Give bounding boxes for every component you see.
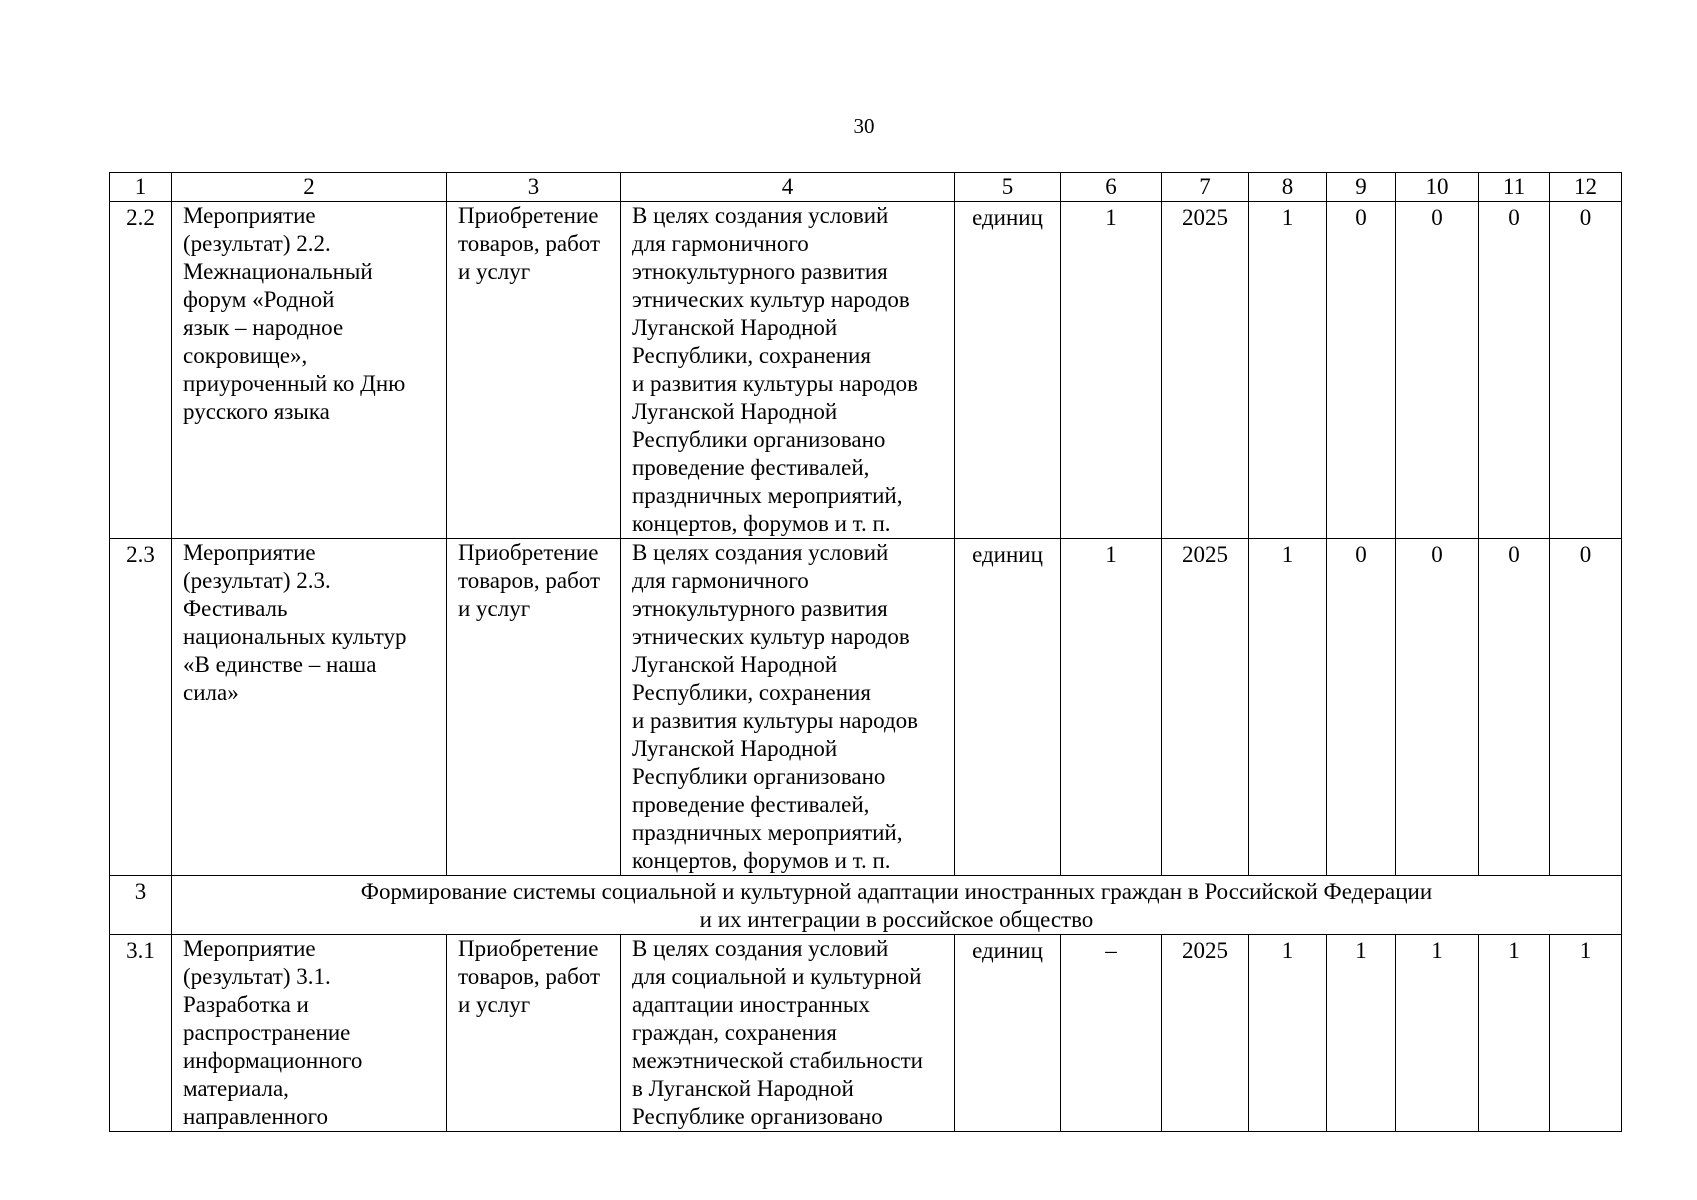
column-number: 6	[1061, 173, 1162, 202]
unit-cell: единиц	[955, 202, 1061, 539]
activity-type	[447, 935, 621, 1132]
section-row	[110, 876, 1622, 935]
value-cell: 0	[1327, 539, 1396, 876]
value-cell: 0	[1327, 202, 1396, 539]
text-line: межэтнической стабильности	[632, 1048, 923, 1073]
value-cell: 1	[1550, 935, 1622, 1132]
text-line: концертов, форумов и т. п.	[632, 848, 891, 873]
table-row	[110, 935, 1622, 1132]
text-line: Приобретение	[458, 540, 599, 565]
text-line: Луганской Народной	[632, 736, 838, 761]
text-line: проведение фестивалей,	[632, 792, 870, 817]
value-cell: 0	[1396, 539, 1479, 876]
activity-description	[621, 935, 955, 1132]
text-line: этнических культур народов	[632, 624, 910, 649]
text-line: проведение фестивалей,	[632, 455, 870, 480]
text-line: (результат) 2.2.	[183, 231, 331, 256]
text-line: и услуг	[458, 596, 531, 621]
text-line: этнокультурного развития	[632, 596, 888, 621]
text-line: для социальной и культурной	[632, 964, 922, 989]
text-line: язык – народное	[183, 315, 344, 340]
text-line: Разработка и	[183, 992, 309, 1017]
text-line: Приобретение	[458, 936, 599, 961]
text-line: В целях создания условий	[632, 203, 889, 228]
activity-name	[172, 935, 447, 1132]
text-line: русского языка	[183, 399, 330, 424]
page-number: 30	[853, 114, 875, 138]
text-line: концертов, форумов и т. п.	[632, 511, 891, 536]
text-line: Мероприятие	[183, 936, 316, 961]
text-line: и услуг	[458, 259, 531, 284]
unit-cell: единиц	[955, 539, 1061, 876]
section-number: 3	[110, 876, 172, 935]
text-line: Мероприятие	[183, 203, 316, 228]
text-line: В целях создания условий	[632, 540, 889, 565]
text-line: Мероприятие	[183, 540, 316, 565]
value-cell: 0	[1479, 202, 1550, 539]
section-title	[172, 876, 1622, 935]
value-cell: 1	[1396, 935, 1479, 1132]
text-line: Луганской Народной	[632, 315, 838, 340]
row-number: 2.3	[110, 539, 172, 876]
text-line: Республики, сохранения	[632, 680, 871, 705]
text-line: и развития культуры народов	[632, 371, 919, 396]
column-number: 12	[1550, 173, 1622, 202]
value-cell: 0	[1550, 539, 1622, 876]
table-row	[110, 539, 1622, 876]
text-line: «В единстве – наша	[183, 652, 377, 677]
text-line: информационного	[183, 1048, 363, 1073]
column-number: 11	[1479, 173, 1550, 202]
text-line: распространение	[183, 1020, 351, 1045]
text-line: адаптации иностранных	[632, 992, 870, 1017]
column-number: 10	[1396, 173, 1479, 202]
column-number: 4	[621, 173, 955, 202]
text-line: Республики организовано	[632, 427, 886, 452]
text-line: для гармоничного	[632, 231, 809, 256]
value-cell: 1	[1249, 935, 1327, 1132]
value-cell: 1	[1061, 539, 1162, 876]
text-line: Республике организовано	[632, 1104, 883, 1129]
value-cell: 1	[1061, 202, 1162, 539]
text-line: граждан, сохранения	[632, 1020, 837, 1045]
text-line: материала,	[183, 1076, 289, 1101]
value-cell: 0	[1479, 539, 1550, 876]
text-line: Формирование системы социальной и культурной адаптации иностранных граждан в Российской Федерации	[360, 879, 1433, 904]
column-numbers-row	[110, 173, 1622, 202]
text-line: Республики, сохранения	[632, 343, 871, 368]
row-number: 2.2	[110, 202, 172, 539]
activity-type	[447, 202, 621, 539]
text-line: для гармоничного	[632, 568, 809, 593]
activity-name	[172, 539, 447, 876]
text-line: (результат) 3.1.	[183, 964, 331, 989]
column-number: 9	[1327, 173, 1396, 202]
text-line: сокровище»,	[183, 343, 308, 368]
text-line: Приобретение	[458, 203, 599, 228]
text-line: (результат) 2.3.	[183, 568, 331, 593]
text-line: товаров, работ	[458, 964, 601, 989]
text-line: Межнациональный	[183, 259, 373, 284]
year-cell: 2025	[1162, 202, 1249, 539]
text-line: этнокультурного развития	[632, 259, 888, 284]
value-cell: 1	[1327, 935, 1396, 1132]
activity-name	[172, 202, 447, 539]
text-line: Республики организовано	[632, 764, 886, 789]
column-number: 1	[110, 173, 172, 202]
column-number: 2	[172, 173, 447, 202]
activities-table	[109, 172, 1622, 1132]
text-line: и их интеграции в российское общество	[699, 907, 1094, 932]
unit-cell: единиц	[955, 935, 1061, 1132]
text-line: направленного	[183, 1104, 328, 1129]
year-cell: 2025	[1162, 539, 1249, 876]
column-number: 3	[447, 173, 621, 202]
text-line: и развития культуры народов	[632, 708, 919, 733]
text-line: праздничных мероприятий,	[632, 483, 903, 508]
value-cell: –	[1061, 935, 1162, 1132]
value-cell: 1	[1479, 935, 1550, 1132]
activity-description	[621, 539, 955, 876]
text-line: праздничных мероприятий,	[632, 820, 903, 845]
text-line: В целях создания условий	[632, 936, 889, 961]
row-number: 3.1	[110, 935, 172, 1132]
table-row	[110, 202, 1622, 539]
column-number: 5	[955, 173, 1061, 202]
column-number: 8	[1249, 173, 1327, 202]
value-cell: 1	[1249, 202, 1327, 539]
text-line: этнических культур народов	[632, 287, 910, 312]
text-line: сила»	[183, 680, 239, 705]
text-line: Фестиваль	[183, 596, 288, 621]
value-cell: 0	[1550, 202, 1622, 539]
text-line: Луганской Народной	[632, 399, 838, 424]
text-line: Луганской Народной	[632, 652, 838, 677]
text-line: и услуг	[458, 992, 531, 1017]
text-line: товаров, работ	[458, 231, 601, 256]
column-number: 7	[1162, 173, 1249, 202]
value-cell: 1	[1249, 539, 1327, 876]
year-cell: 2025	[1162, 935, 1249, 1132]
text-line: товаров, работ	[458, 568, 601, 593]
text-line: форум «Родной	[183, 287, 335, 312]
text-line: приуроченный ко Дню	[183, 371, 406, 396]
text-line: в Луганской Народной	[632, 1076, 854, 1101]
value-cell: 0	[1396, 202, 1479, 539]
activity-type	[447, 539, 621, 876]
activity-description	[621, 202, 955, 539]
text-line: национальных культур	[183, 624, 407, 649]
